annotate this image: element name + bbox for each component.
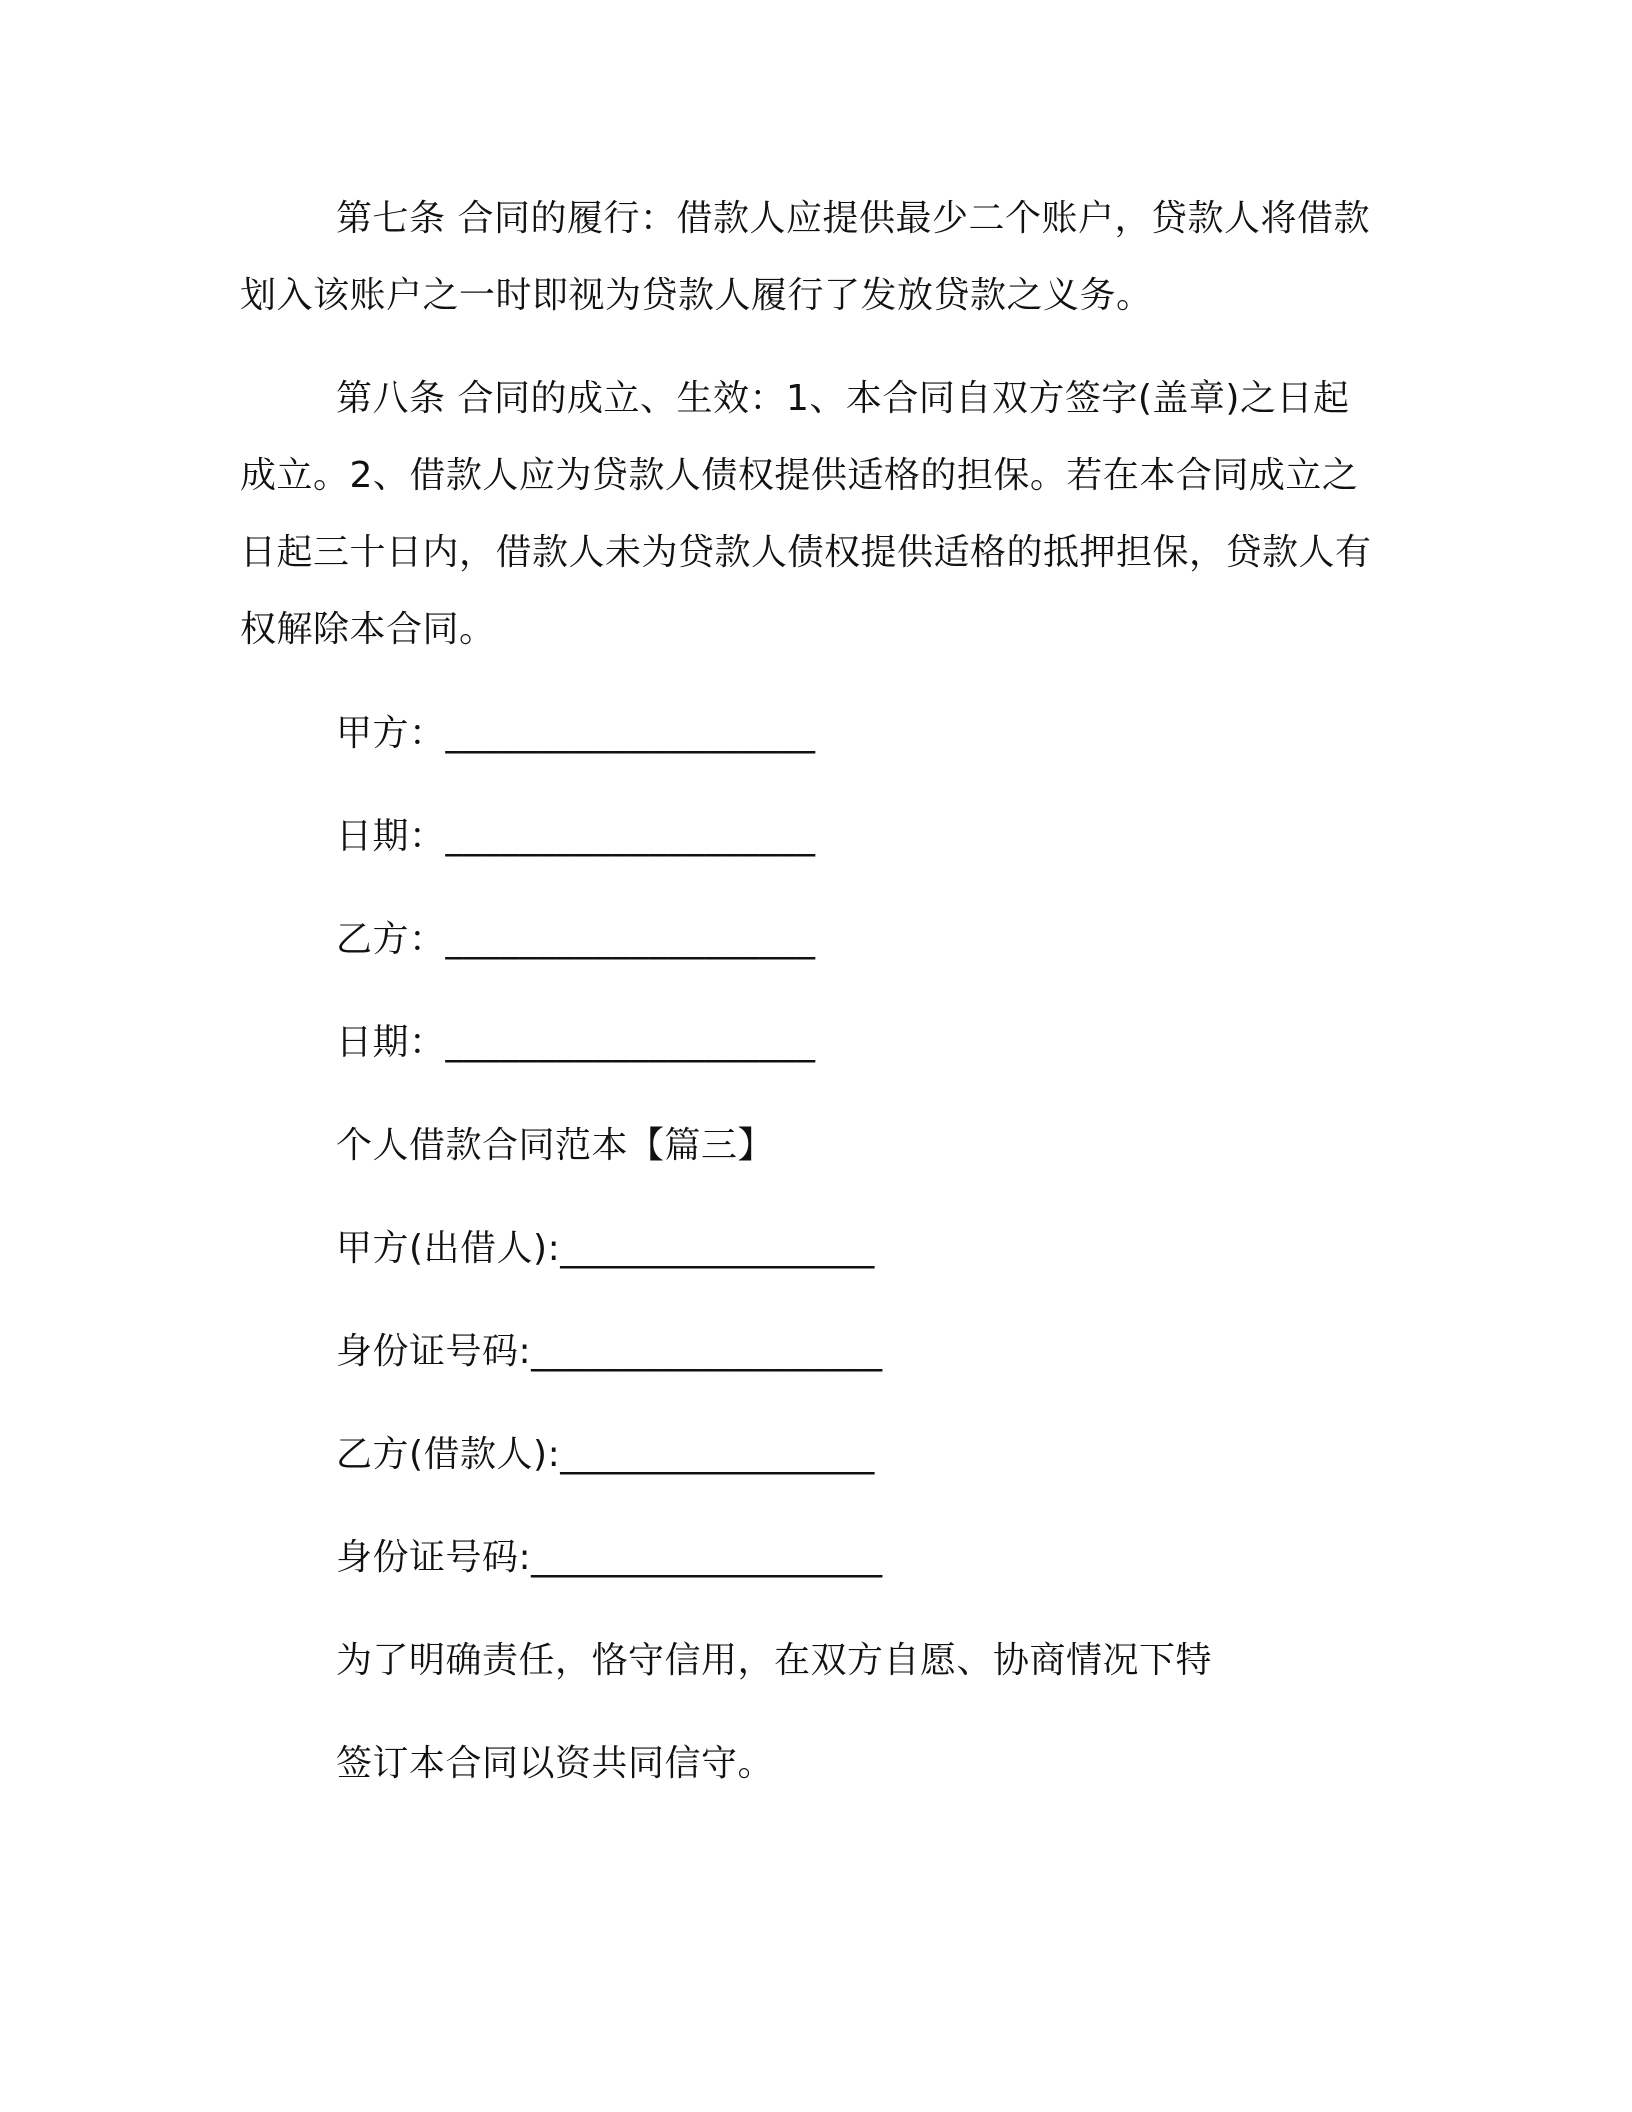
- party-b-date-line: 日期：____________________: [336, 1022, 816, 1063]
- lender-id-line: 身份证号码:___________________: [336, 1331, 883, 1372]
- article-8-paragraph: 第八条 合同的成立、生效：1、本合同自双方签字(盖章)之日起成立。2、借款人应为贷款人债权提供适格的担保。若在本合同成立之日起三十日内，借款人未为贷款人债权提供适格的抵押担保，贷款人有权解除本合同。: [240, 378, 1372, 650]
- lender-line: 甲方(出借人):_________________: [336, 1228, 875, 1269]
- section-title: 个人借款合同范本【篇三】: [336, 1125, 775, 1166]
- article-7-paragraph: 第七条 合同的履行：借款人应提供最少二个账户，贷款人将借款划入该账户之一时即视为贷款人履行了发放贷款之义务。: [240, 198, 1370, 316]
- party-a-date-line: 日期：____________________: [336, 816, 816, 857]
- preamble-line-1: 为了明确责任，恪守信用，在双方自愿、协商情况下特: [336, 1640, 1213, 1681]
- preamble-line-2: 签订本合同以资共同信守。: [336, 1743, 775, 1784]
- borrower-line: 乙方(借款人):_________________: [336, 1434, 875, 1475]
- party-a-signature-line: 甲方：____________________: [336, 713, 816, 754]
- borrower-id-line: 身份证号码:___________________: [336, 1537, 883, 1578]
- party-b-signature-line: 乙方：____________________: [336, 919, 816, 960]
